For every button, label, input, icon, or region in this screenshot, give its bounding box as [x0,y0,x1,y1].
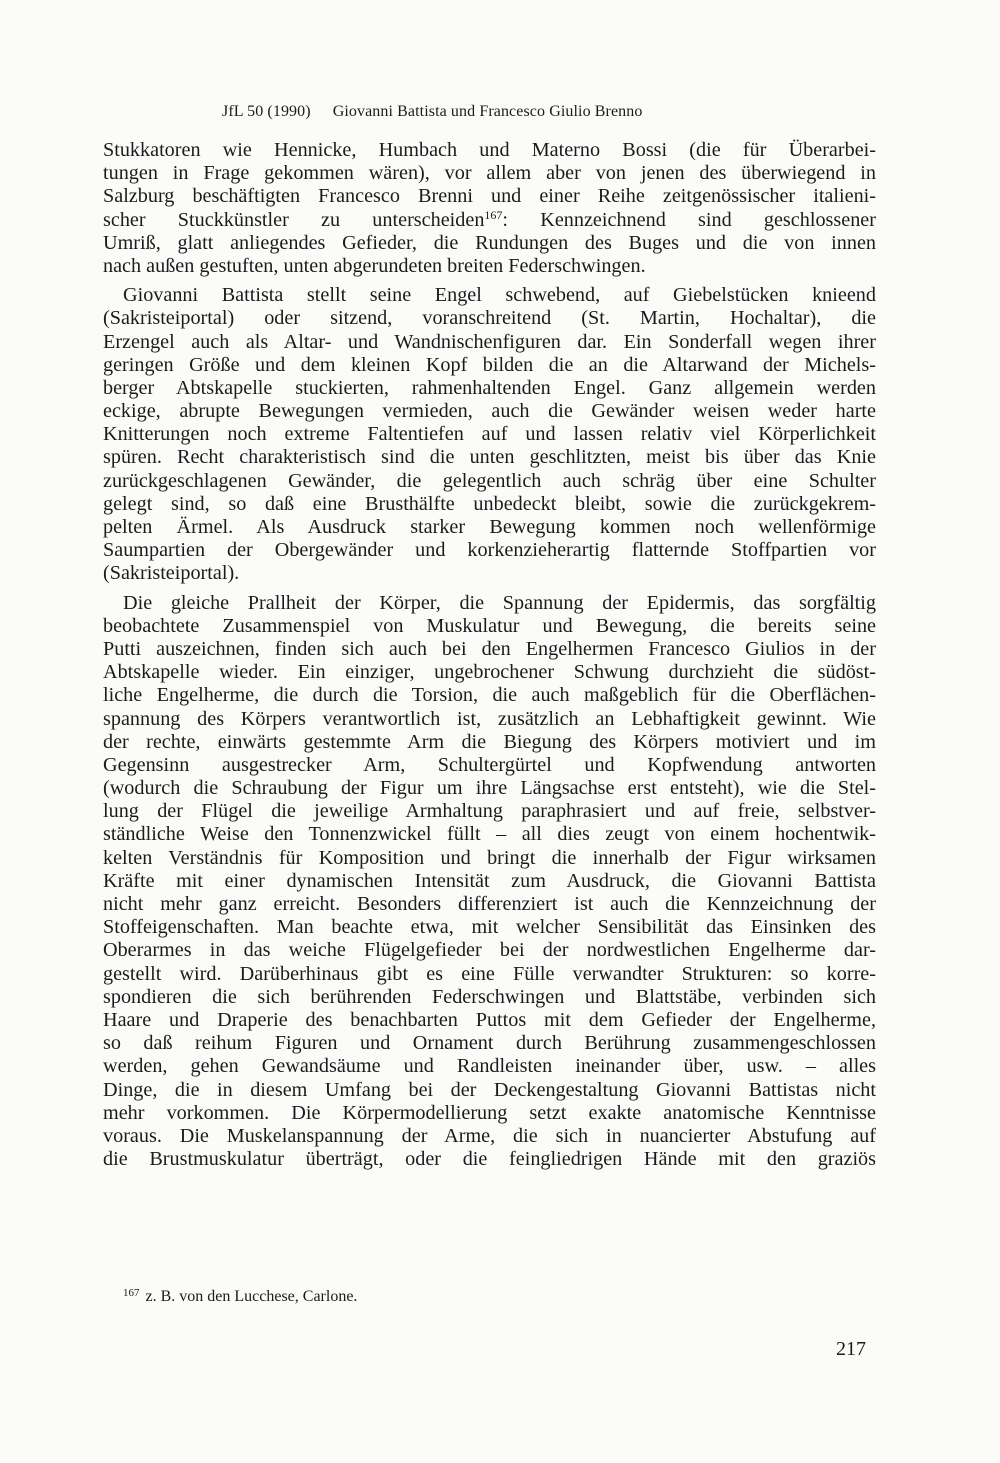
text-line: Erzengel auch als Altar- und Wandnischenfiguren dar. Ein Sonderfall wegen ihrer [103,330,876,353]
text-line: ständliche Weise den Tonnenzwickel füllt – all dies zeugt von einem hochentwik- [103,823,876,846]
page-number: 217 [836,1338,866,1360]
text-line: spüren. Recht charakteristisch sind die unten geschlitzten, meist bis über das Knie [103,446,876,469]
footnote [123,1288,357,1306]
text-line: gestellt wird. Darüberhinaus gibt es eine Fülle verwandter Strukturen: so korre- [103,962,876,985]
journal-citation: JfL 50 (1990) [222,103,311,120]
paragraph [103,139,876,278]
text-line: werden, gehen Gewandsäume und Randleisten ineinander über, usw. – alles [103,1055,876,1078]
text-line: Gegensinn ausgestrecker Arm, Schultergürtel und Kopfwendung antworten [103,753,876,776]
text-line: (Sakristeiportal) oder sitzend, voranschreitend (St. Martin, Hochaltar), die [103,307,876,330]
text-line: Giovanni Battista stellt seine Engel schwebend, auf Giebelstücken knieend [123,284,876,307]
running-title: Giovanni Battista und Francesco Giulio Brenno [332,103,643,120]
text-line: so daß reihum Figuren und Ornament durch Berührung zusammengeschlossen [103,1032,876,1055]
text-line: die Brustmuskulatur überträgt, oder die feingliedrigen Hände mit den graziös [103,1148,876,1171]
footnote-text: z. B. von den Lucchese, Carlone. [145,1288,358,1305]
text-line: Stoffeigenschaften. Man beachte etwa, mit welcher Sensibilität das Einsinken des [103,916,876,939]
footnote-number: 167 [123,1287,140,1299]
text-line: Knitterungen noch extreme Faltentiefen auf und lassen relativ viel Körperlichkeit [103,423,876,446]
text-line: Oberarmes in das weiche Flügelgefieder bei der nordwestlichen Engelherme dar- [103,939,876,962]
text-line: geringen Größe und dem kleinen Kopf bilden die an die Altarwand der Michels- [103,353,876,376]
text-line: lung der Flügel die jeweilige Armhaltung paraphrasiert und auf freie, selbstver- [103,800,876,823]
paragraph [103,592,876,1172]
text-line: Stukkatoren wie Hennicke, Humbach und Materno Bossi (die für Überarbei- [103,139,876,161]
text-line: Putti auszeichnen, finden sich auch bei den Engelhermen Francesco Giulios in der [103,637,876,660]
text-line: (wodurch die Schraubung der Figur um ihre Längsachse erst entsteht), wie die Stel- [103,777,876,800]
text-line: Umriß, glatt anliegendes Gefieder, die Rundungen des Buges und die von innen [103,231,876,254]
text-line: Salzburg beschäftigten Francesco Brenni und einer Reihe zeitgenössischer italieni- [103,185,876,208]
text-line: zurückgeschlagenen Gewänder, die gelegentlich auch schräg über eine Schulter [103,469,876,492]
text-line: liche Engelherme, die durch die Torsion, die auch maßgeblich für die Oberflächen- [103,684,876,707]
text-line: Die gleiche Prallheit der Körper, die Spannung der Epidermis, das sorgfältig [123,591,876,614]
text-line: beobachtete Zusammenspiel von Muskulatur und Bewegung, die bereits seine [103,614,876,637]
paragraph [103,284,876,585]
text-line: Saumpartien der Obergewänder und korkenzieherartig flatternde Stoffpartien vor [103,539,876,562]
text-line: Kräfte mit einer dynamischen Intensität zum Ausdruck, die Giovanni Battista [103,869,876,892]
running-head [222,103,642,121]
text-line: eckige, abrupte Bewegungen vermieden, auch die Gewänder weisen weder harte [103,400,876,423]
text-line: Haare und Draperie des benachbarten Puttos mit dem Gefieder der Engelherme, [103,1008,876,1031]
text-line: der rechte, einwärts gestemmte Arm die Biegung des Körpers motiviert und im [103,730,876,753]
text-line: Abtskapelle wieder. Ein einziger, ungebrochener Schwung durchzieht die südöst- [103,661,876,684]
text-line: spannung des Körpers verantwortlich ist, zusätzlich an Lebhaftigkeit gewinnt. Wie [103,707,876,730]
text-line: nicht mehr ganz erreicht. Besonders differenziert ist auch die Kennzeichnung der [103,893,876,915]
text-line: Dinge, die in diesem Umfang bei der Deckengestaltung Giovanni Battistas nicht [103,1078,876,1101]
text-line: (Sakristeiportal). [103,562,240,585]
text-line: spondieren die sich berührenden Federschwingen und Blattstäbe, verbinden sich [103,985,876,1008]
text-line: gelegt sind, so daß eine Brusthälfte unbedeckt bleibt, sowie die zurückgekrem- [103,492,876,515]
body-text [103,139,876,1171]
text-line [103,209,876,232]
text-line: kelten Verständnis für Komposition und bringt die innerhalb der Figur wirksamen [103,846,876,869]
text-line: voraus. Die Muskelanspannung der Arme, die sich in nuancierter Abstufung auf [103,1124,876,1147]
text-line-segment: : Kennzeichnend sind geschlossener [502,208,876,231]
text-line: tungen in Frage gekommen wären), vor allem aber von jenen des überwiegend in [103,162,876,185]
text-line: nach außen gestuften, unten abgerundeten breiten Federschwingen. [103,254,646,277]
text-line: mehr vorkommen. Die Körpermodellierung setzt exakte anatomische Kenntnisse [103,1101,876,1124]
text-line: pelten Ärmel. Als Ausdruck starker Bewegung kommen noch wellenförmige [103,516,876,538]
footnote-reference[interactable]: 167 [484,207,503,222]
text-line-segment: scher Stuckkünstler zu unterscheiden [103,208,485,231]
text-line: berger Abtskapelle stuckierten, rahmenhaltenden Engel. Ganz allgemein werden [103,376,876,399]
